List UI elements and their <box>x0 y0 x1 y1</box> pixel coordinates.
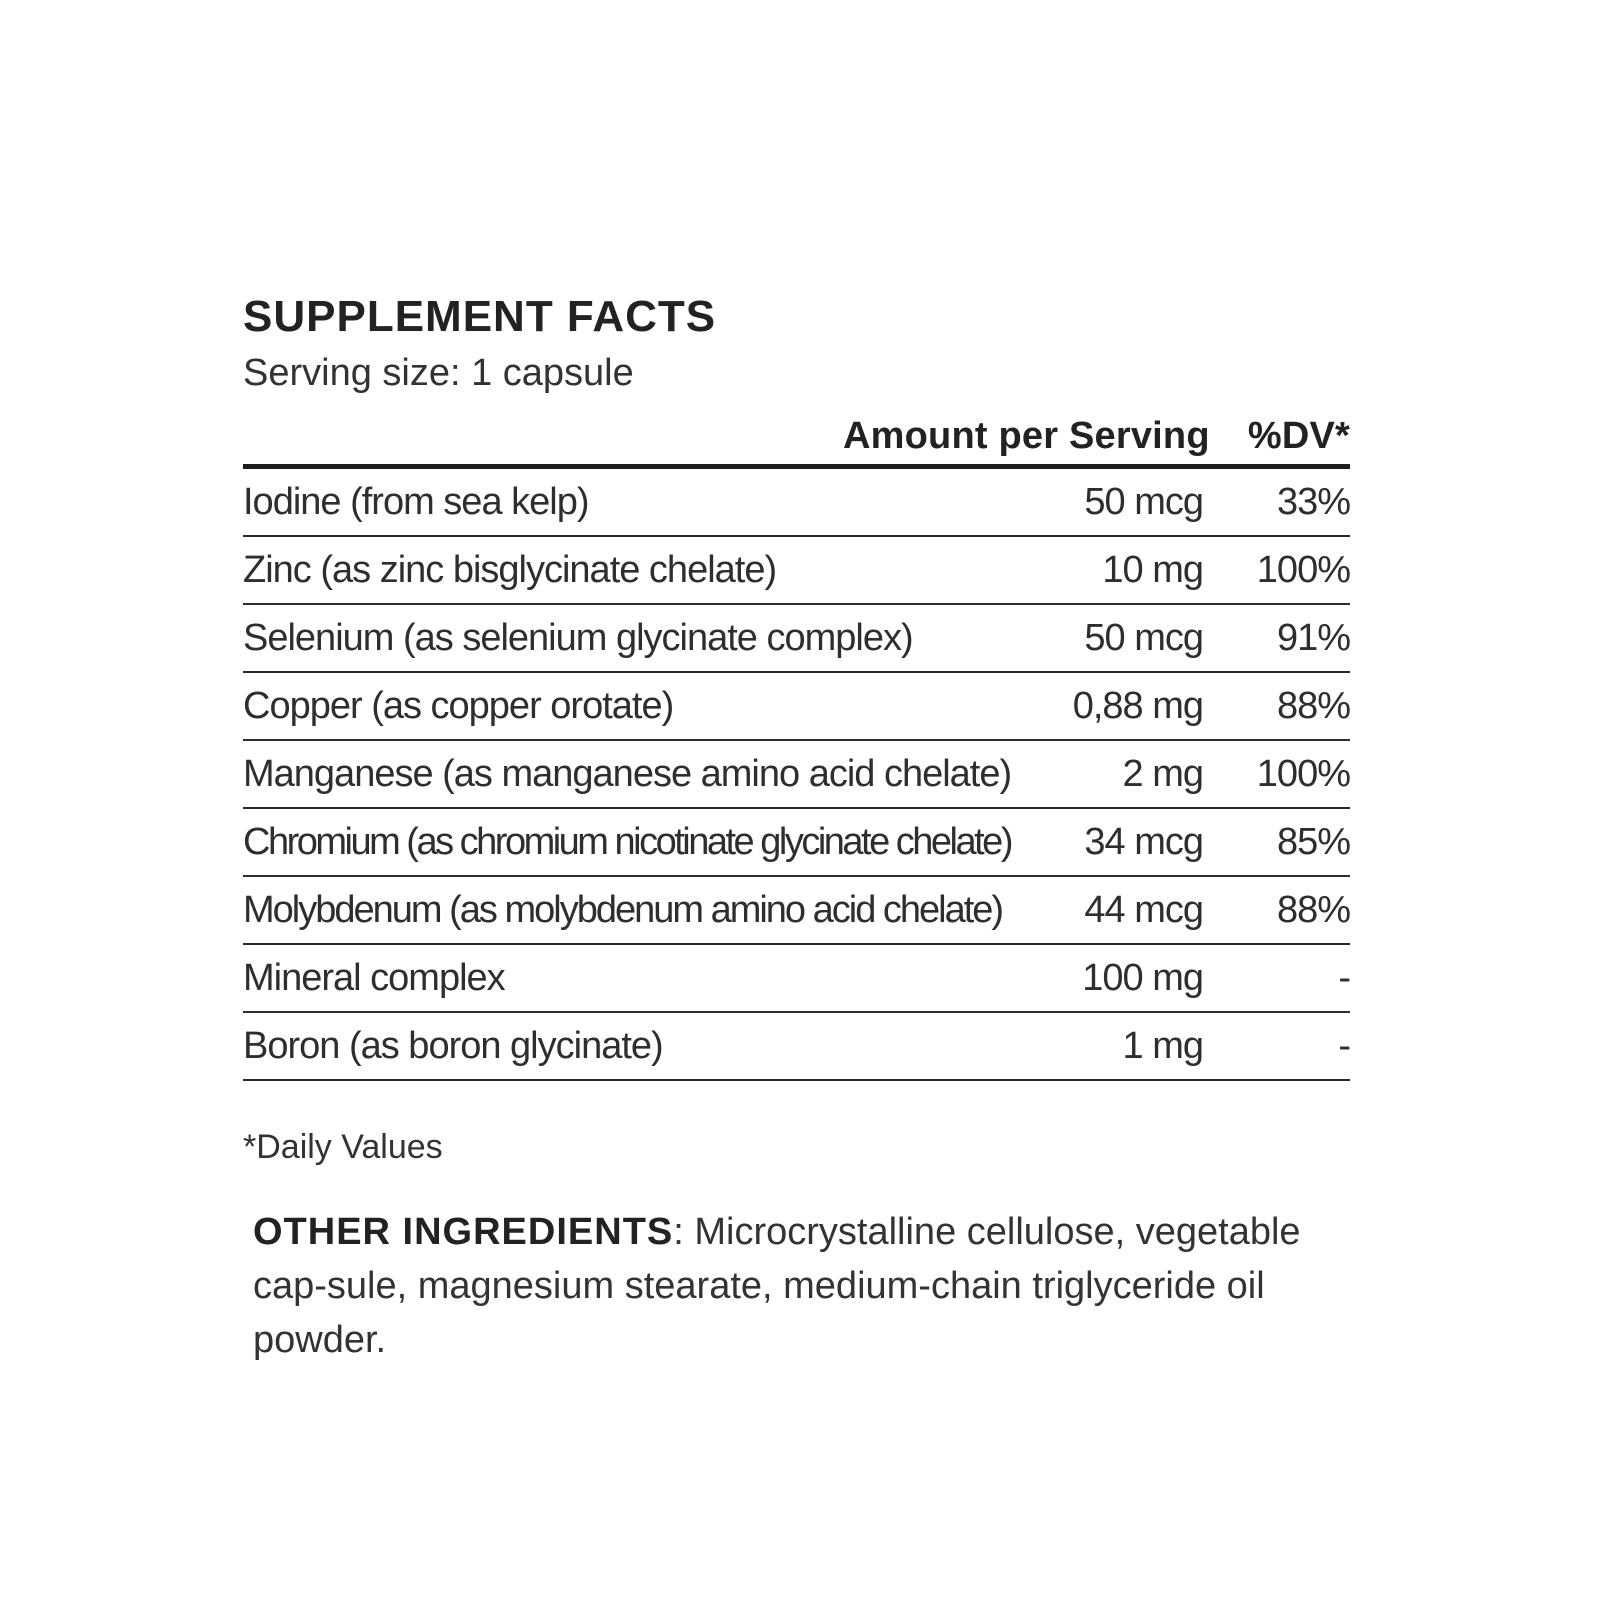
header-dv: %DV* <box>1247 415 1350 457</box>
table-header <box>243 412 1350 469</box>
nutrient-name: Mineral complex <box>243 956 505 999</box>
table-row <box>243 537 1350 605</box>
nutrient-amount: 100 mg <box>1082 956 1203 999</box>
nutrient-dv: 85% <box>1276 820 1350 863</box>
nutrient-dv: 33% <box>1276 480 1350 523</box>
nutrient-amount: 50 mcg <box>1084 616 1203 659</box>
nutrient-name: Iodine (from sea kelp) <box>243 480 589 523</box>
nutrient-amount: 44 mcg <box>1084 888 1203 931</box>
nutrient-name: Molybdenum (as molybdenum amino acid chelate) <box>243 888 1003 931</box>
nutrient-amount: 10 mg <box>1102 548 1203 591</box>
nutrient-dv: 100% <box>1256 548 1350 591</box>
nutrient-amount: 1 mg <box>1122 1024 1203 1067</box>
table-row <box>243 605 1350 673</box>
other-ingredients-separator: : <box>673 1211 695 1253</box>
table-row <box>243 945 1350 1013</box>
nutrient-name: Boron (as boron glycinate) <box>243 1024 663 1067</box>
table-row <box>243 877 1350 945</box>
nutrient-dv: 88% <box>1276 888 1350 931</box>
nutrient-amount: 0,88 mg <box>1072 684 1203 727</box>
panel-title: SUPPLEMENT FACTS <box>243 292 717 341</box>
table-row <box>243 809 1350 877</box>
nutrient-name: Copper (as copper orotate) <box>243 684 674 727</box>
nutrient-dv: - <box>1338 1024 1350 1067</box>
header-amount: Amount per Serving <box>843 415 1210 457</box>
nutrient-dv: 100% <box>1256 752 1350 795</box>
table-row <box>243 469 1350 537</box>
nutrient-name: Selenium (as selenium glycinate complex) <box>243 616 913 659</box>
nutrient-amount: 34 mcg <box>1084 820 1203 863</box>
nutrient-dv: 91% <box>1276 616 1350 659</box>
nutrient-name: Manganese (as manganese amino acid chelate) <box>243 752 1012 795</box>
other-ingredients <box>253 1205 1368 1367</box>
nutrient-name: Chromium (as chromium nicotinate glycinate chelate) <box>243 820 1011 863</box>
other-ingredients-label: OTHER INGREDIENTS <box>253 1211 674 1253</box>
nutrient-dv: - <box>1338 956 1350 999</box>
table-row <box>243 673 1350 741</box>
supplement-facts-panel <box>243 292 1350 1081</box>
other-ingredients-text: Microcrystalline cellulose, vegetable cap-sule, magnesium stearate, medium-chain triglyceride oil powder. <box>253 1211 1301 1361</box>
nutrient-amount: 2 mg <box>1122 752 1203 795</box>
nutrient-amount: 50 mcg <box>1084 480 1203 523</box>
table-row <box>243 741 1350 809</box>
nutrient-dv: 88% <box>1276 684 1350 727</box>
serving-size: Serving size: 1 capsule <box>243 352 634 394</box>
nutrient-name: Zinc (as zinc bisglycinate chelate) <box>243 548 777 591</box>
table-row <box>243 1013 1350 1081</box>
daily-values-footnote: *Daily Values <box>243 1128 443 1166</box>
